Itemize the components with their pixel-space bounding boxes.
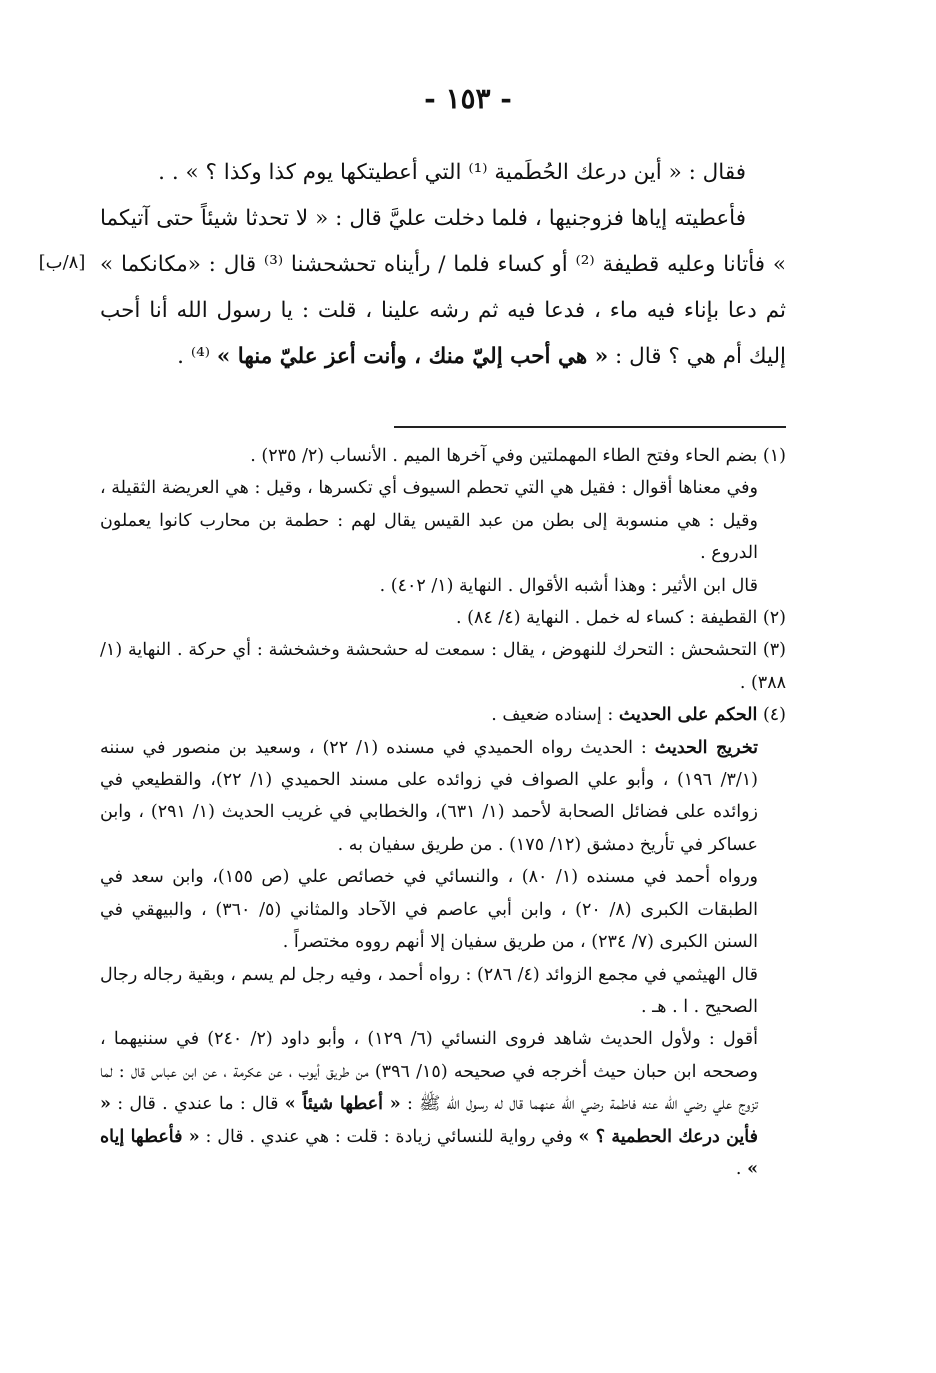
takhrij-label: تخريج الحديث xyxy=(654,737,758,758)
main-paragraph-2 xyxy=(100,196,786,380)
footnote-4-label: الحكم على الحديث xyxy=(618,705,758,726)
para4-bold-3: « فأعطها إياه » xyxy=(100,1126,758,1179)
footnote-4-ruling xyxy=(100,699,786,731)
para4-text-e: . xyxy=(735,1158,742,1179)
main-paragraph-1: فقال : « أين درعك الحُطَمية ⁽¹⁾ التي أعطيتكها يوم كذا وكذا ؟ » . . xyxy=(158,160,746,185)
footnote-1-line-3: قال ابن الأثير : وهذا أشبه الأقوال . النهاية (١/ ٤٠٢) . xyxy=(379,575,758,596)
footnote-4-paragraph-2: ورواه أحمد في مسنده (١/ ٨٠) ، والنسائي في خصائص علي (ص ١٥٥)، وابن سعد في الطبقات الكبرى (٨/ ٢٠) ، وابن أبي عاصم في الآحاد والمثاني (٥/ ٣٦٠) ، والبيهقي في السنن الكبرى (٧/ ٢٣٤) ، من طريق سفيان إلا أنهم رووه مختصراً . xyxy=(100,867,758,953)
main-paragraph-2-bold-quote: « هي أحب إليّ منك ، وأنت أعز عليّ منها » xyxy=(216,344,609,369)
footnote-4-text: : إسناده ضعيف . xyxy=(491,705,614,726)
para4-bold-1: « أعطها شيئاً » xyxy=(284,1094,401,1115)
footnote-4-number: (٤) xyxy=(762,705,786,726)
para4-bold-2: « فأين درعك الحطمية ؟ » xyxy=(100,1094,758,1147)
footnote-4-paragraph-3: قال الهيثمي في مجمع الزوائد (٤/ ٢٨٦) : رواه أحمد ، وفيه رجل لم يسم ، وبقية رجاله رجال الصحيح . ا . هـ . xyxy=(100,964,758,1017)
main-paragraph-2-text: فأعطيته إياها فزوجنيها ، فلما دخلت عليَّ قال : « لا تحدثا شيئاً حتى آتيكما » فأتانا وعليه قطيفة ⁽²⁾ أو كساء فلما / رأيناه تحشحشنا ⁽³⁾ قال : «مكانكما » ثم دعا بإناء فيه ماء ، فدعا فيه ثم رشه علينا ، قلت : يا رسول الله أنا أحب إليك أم هي ؟ قال : xyxy=(100,206,787,369)
para4-text-a: أقول : ولأول الحديث شاهد فروى النسائي (٦/ ١٢٩) ، وأبو داود (٢/ ٢٤٠) في سننيهما ، وصححه ابن حبان حيث أخرجه في صحيحه (١٥/ ٣٩٦) من طريق أيوب ، عن عكرمة ، عن ابن عباس قال : لما تزوج علي رضي الله عنه فاطمة رضي الله عنهما قال له رسول الله ﷺ : xyxy=(100,1029,758,1115)
footnote-3: (٣) التحشحش : التحرك للنهوض ، يقال : سمعت له حشحشة وخشخشة : أي حركة . النهاية (١/ ٣٨٨) . xyxy=(100,640,786,693)
takhrij-text: : الحديث رواه الحميدي في مسنده (١/ ٢٢) ، وسعيد بن منصور في سننه (٣/١/ ١٩٦) ، وأبو علي الصواف في زوائده على مسند الحميدي (١/ ٢٢)، والقطيعي في زوائده على فضائل الصحابة لأحمد (١/ ٦٣١)، والخطابي في غريب الحديث (١/ ٢٩١) ، وابن عساكر في تأريخ دمشق (١٢/ ١٧٥) . من طريق سفيان به . xyxy=(100,737,758,855)
main-paragraph-2-end: ⁽⁴⁾ . xyxy=(177,344,211,369)
footnote-1-line-1: (١) بضم الحاء وفتح الطاء المهملتين وفي آخرها الميم . الأنساب (٢/ ٢٣٥) . xyxy=(250,446,786,466)
para4-text-d: وفي رواية للنسائي زيادة : قلت : هي عندي . قال : xyxy=(205,1126,573,1147)
footnote-divider xyxy=(394,426,786,428)
main-text xyxy=(100,150,786,380)
footnote-1-line-2: وفي معناها أقوال : فقيل هي التي تحطم السيوف أي تكسرها ، وقيل : هي العريضة الثقيلة ، وقيل : هي منسوبة إلى بطن من عبد القيس يقال لهم : حطمة بن محارب كانوا يعملون الدروع . xyxy=(100,478,758,564)
page-number: - ١٥٣ - xyxy=(424,82,512,115)
manuscript-folio-marker: [٨/ب] xyxy=(38,252,86,273)
footnotes xyxy=(100,440,786,1185)
footnote-4-paragraph-4 xyxy=(100,1023,786,1185)
footnote-4-takhrij xyxy=(100,732,786,862)
para4-text-c: قال : ما عندي . قال : xyxy=(117,1094,279,1115)
footnote-2: (٢) القطيفة : كساء له خمل . النهاية (٤/ ٨٤) . xyxy=(456,608,786,629)
